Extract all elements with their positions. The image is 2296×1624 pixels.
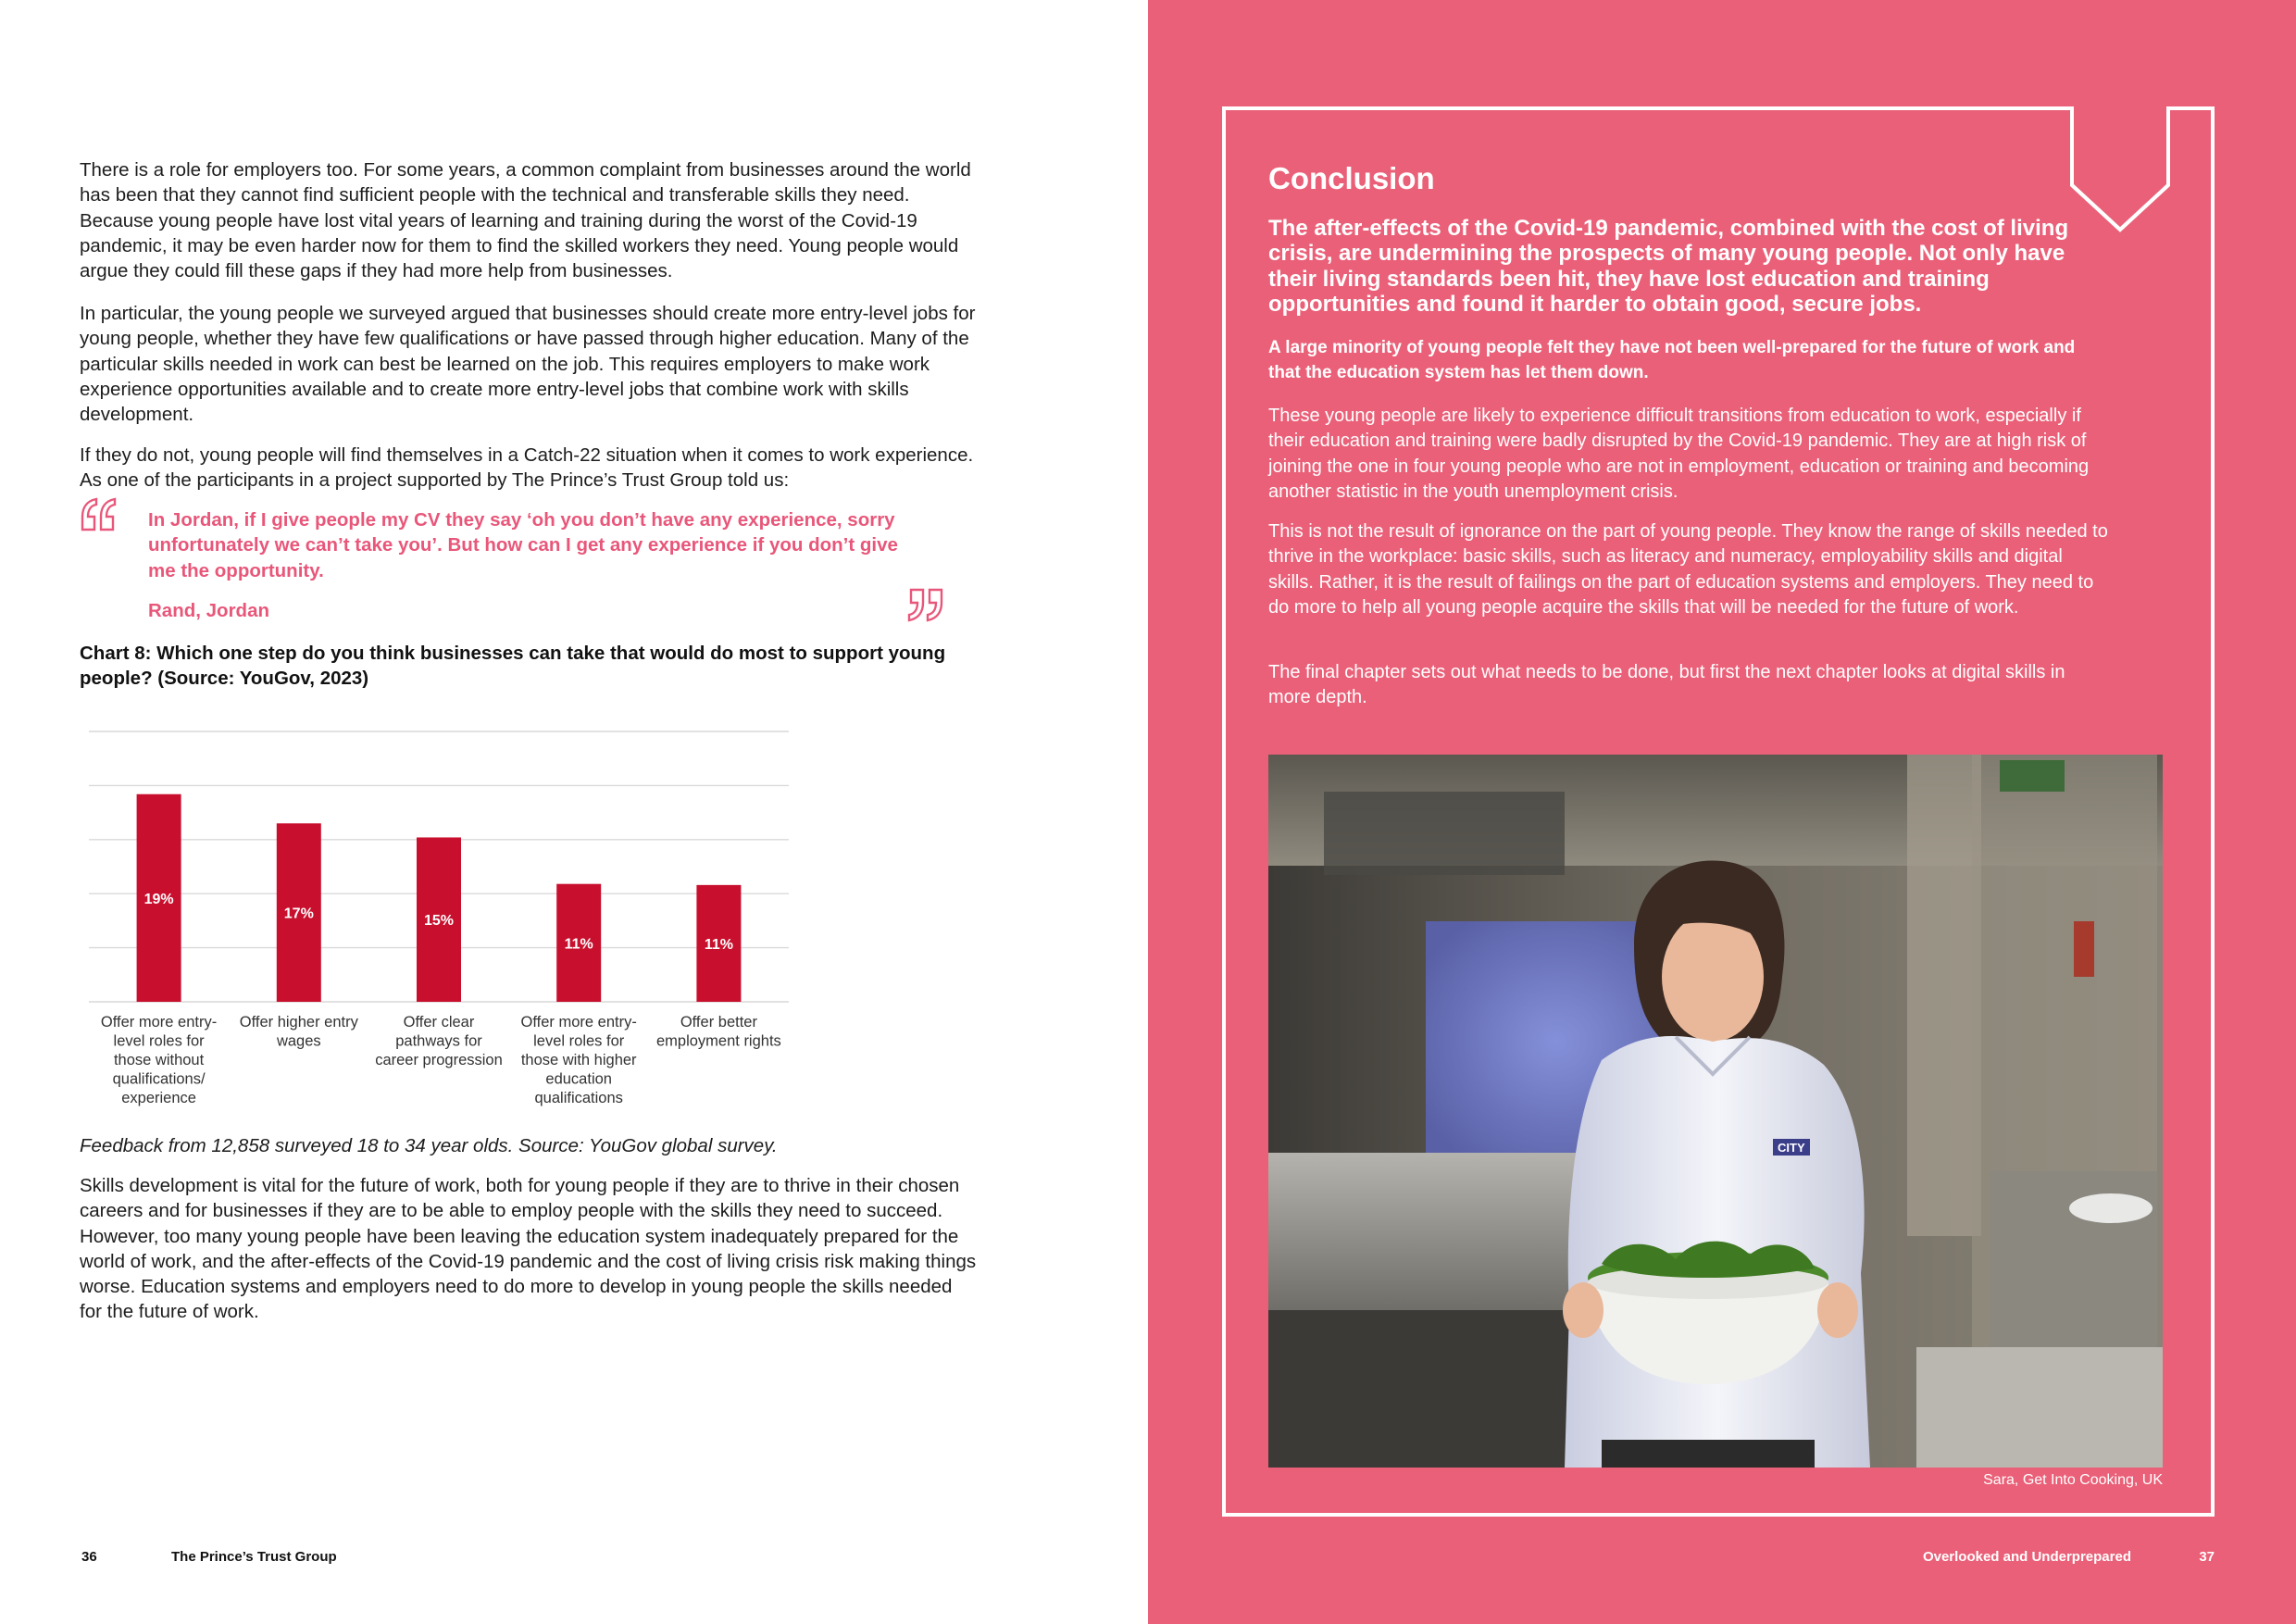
chart-category-label: Offer better employment rights: [655, 1014, 781, 1050]
conclusion-heading: Conclusion: [1268, 161, 1435, 195]
chart-source-note: Feedback from 12,858 surveyed 18 to 34 year olds. Source: YouGov global survey.: [80, 1135, 778, 1156]
entry-level-paragraph: In particular, the young people we surveyed argued that businesses should create more entry-level jobs for young people, whether they have few qualifications or have passed through higher education. Many of the particular skills needed in work can best be learned on the job. This requires employers to make work experience opportunities available and to create more entry-level jobs that combine work with skills development.: [80, 303, 976, 426]
chart-category-label: Offer clear pathways for career progression: [375, 1014, 503, 1068]
page-number-right: 37: [2199, 1549, 2215, 1565]
conclusion-paragraph-2: This is not the result of ignorance on the part of young people. They know the range of skills needed to thrive in the workplace: basic skills, such as literacy and numeracy, employability skills and digital skills. Rather, it is the result of failings on the part of education systems and employers. They need to do more to help all young people acquire the skills that will be needed for the future of work.: [1268, 521, 2108, 618]
close-quote-icon: [905, 586, 944, 623]
coat-badge-text: CITY: [1778, 1141, 1805, 1155]
bookmark-tab-icon: [2072, 108, 2168, 230]
quote-attribution: Rand, Jordan: [148, 600, 269, 621]
chef-illustration: [1268, 755, 2163, 1468]
intro-paragraph: There is a role for employers too. For some years, a common complaint from businesses around the world has been that they cannot find sufficient people with the technical and transferable skills they need. Because young people have lost vital years of learning and training during the worst of the Covid-19 pandemic, it may be even harder now for them to find the skilled workers they need. Young people would argue they could fill these gaps if they had more help from businesses.: [80, 159, 971, 282]
chart-data-label: 11%: [704, 936, 733, 953]
footer-report-title: Overlooked and Underprepared: [1922, 1549, 2131, 1565]
photo-caption: Sara, Get Into Cooking, UK: [1983, 1472, 2163, 1488]
skills-development-paragraph: Skills development is vital for the future of work, both for young people if they are to thrive in their chosen careers and for businesses if they are to be able to employ people with the skills they need to succeed. However, too many young people have been leaving the education system inadequately prepared for the world of work, and the after-effects of the Covid-19 pandemic and the cost of living crisis risk making things worse. Education systems and employers need to do more to develop in young people the skills needed for the future of work.: [80, 1175, 977, 1323]
chart-category-label: Offer more entry-level roles for those without qualifications/ experience: [100, 1014, 218, 1106]
chart-category-label: Offer higher entry wages: [239, 1014, 358, 1050]
bar-chart: [80, 713, 802, 1120]
conclusion-paragraph-1: These young people are likely to experience difficult transitions from education to work, especially if their education and training were badly disrupted by the Covid-19 pandemic. They are at high risk of joining the one in four young people who are not in employment, education or training and becoming another statistic in the youth unemployment crisis.: [1268, 406, 2090, 502]
chart-data-label: 11%: [564, 936, 593, 953]
catch22-paragraph: If they do not, young people will find themselves in a Catch-22 situation when it comes to work experience. As one of the participants in a project supported by The Prince’s Trust Group told us:: [80, 444, 974, 492]
conclusion-paragraph-3: The final chapter sets out what needs to be done, but first the next chapter looks at digital skills in more depth.: [1268, 662, 2065, 708]
conclusion-subhead: A large minority of young people felt they have not been well-prepared for the future of work and that the education system has let them down.: [1268, 338, 2076, 383]
chart-data-label: 15%: [423, 913, 455, 930]
footer-brand: The Prince’s Trust Group: [171, 1549, 337, 1565]
chart-category-label: Offer more entry-level roles for those with higher education qualifications: [520, 1014, 637, 1106]
participant-quote: In Jordan, if I give people my CV they say ‘oh you don’t have any experience, sorry unfortunately we can’t take you’. But how can I get any experience if you don’t give me the opportunity.: [148, 509, 898, 581]
page-number-left: 36: [81, 1549, 97, 1565]
chef-photo: [1268, 755, 2163, 1468]
open-quote-icon: [80, 496, 119, 533]
conclusion-lead: The after-effects of the Covid-19 pandemic, combined with the cost of living crisis, are undermining the prospects of many young people. Not only have their living standards been hit, they have lost education and training opportunities and found it harder to obtain good, secure jobs.: [1268, 216, 2069, 318]
chart-title: Chart 8: Which one step do you think businesses can take that would do most to support young people? (Source: YouGov, 2023): [80, 643, 946, 690]
chart-data-label: 17%: [283, 906, 314, 922]
chart-data-label: 19%: [144, 891, 174, 907]
